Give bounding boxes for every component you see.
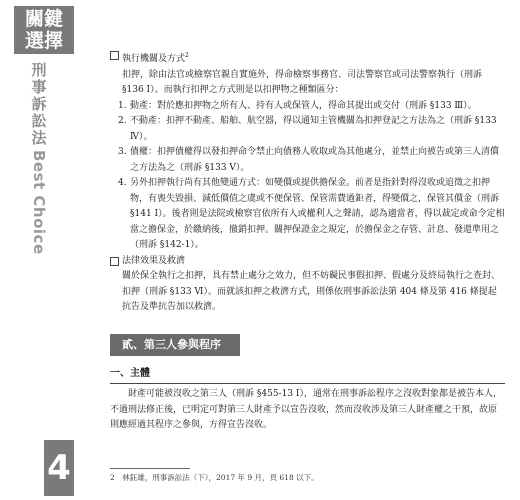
list-item xyxy=(110,99,505,115)
badge-line-1: 關鍵 xyxy=(24,8,63,30)
subsection-text: 財產可能被沒收之第三人（刑訴 §455-13 Ⅰ），通常在刑事訴訟程序之沒收對象都是被告本人，不過刑法修正後，已明定可對第三人財產予以宣告沒收，然而沒收涉及第三人財產權之干預，故原則應經過其程序之參與，方得宣告沒收。 xyxy=(110,389,502,430)
subsection-title: 一、主體 xyxy=(110,366,505,385)
badge-line-2: 選擇 xyxy=(24,30,63,52)
sidebar xyxy=(0,0,80,500)
checkbox-icon xyxy=(110,257,119,266)
series-name: Best Choice xyxy=(30,150,48,255)
badge xyxy=(14,6,74,54)
list-item-text: 債權：扣押債權得以發扣押命令禁止向債務人收取或為其他處分，並禁止向被告或第三人清償之方法為之（刑訴 §133 Ⅴ）。 xyxy=(130,147,500,173)
page-content xyxy=(110,48,505,484)
page-number: 4 xyxy=(44,440,74,496)
list-item-num: 4. xyxy=(118,178,127,188)
checkbox-icon xyxy=(110,51,119,60)
list-item-num: 3. xyxy=(118,147,127,157)
section2-heading xyxy=(110,254,505,270)
list-item-num: 2. xyxy=(118,116,127,126)
list-item-text: 另外扣押執行尚有其他變通方式：如變價或提供擔保金。前者是指針對得沒收或追徵之扣押物，有喪失毀損、減低價值之虞或不便保管、保管需費過鉅者，得變價之，保管其價金（刑訴 §141 Ⅰ）。後者則是法院或檢察官依所有人或權利人之聲請，認為適當者，得以裁定或命令定相當之擔保金，於繳納後，撤銷扣押。關押保證金之規定，於擔保金之存管、計息、發還準用之（刑訴 §142-1）。 xyxy=(130,178,505,250)
footnote-ref: 2 xyxy=(185,52,189,59)
list-item xyxy=(110,114,505,145)
list-item-text: 不動產：扣押不動產、船舶、航空器，得以通知主管機關為扣押登記之方法為之（刑訴 §133 Ⅳ）。 xyxy=(130,116,497,142)
list-item xyxy=(110,145,505,176)
book-title: 刑事訴訟法 xyxy=(31,61,47,147)
list-item xyxy=(110,176,505,254)
list-item-text: 動產：對於應扣押物之所有人、持有人或保管人，得命其提出或交付（刑訴 §133 Ⅲ）。 xyxy=(130,100,477,111)
section1-heading-text: 執行機關及方式 xyxy=(122,54,186,64)
footnote-divider xyxy=(110,468,190,469)
section1-heading xyxy=(110,48,505,68)
section2-heading-text: 法律效果及救濟 xyxy=(122,255,186,266)
section1-intro: 扣押，除由法官或檢察官親自實施外，得命檢察事務官、司法警察官或司法警察執行（刑訴 §136 Ⅰ）。而執行扣押之方式則是以扣押物之種類區分： xyxy=(122,69,483,95)
footnote: 2 林鈺雄，刑事訴訟法（下），2017 年 9 月，頁 618 以下。 xyxy=(110,472,319,482)
list-item-num: 1. xyxy=(118,100,127,111)
chapter-bar: 貳、第三人參與程序 xyxy=(110,334,240,356)
section2-text: 關於保全執行之扣押，具有禁止處分之效力，但不妨礙民事假扣押、假處分及終局執行之查封、扣押（刑訴 §133 Ⅵ）。而就該扣押之救濟方式，則係依刑事訴訟法第 404 條及第 416 條提起抗告及準抗告加以救濟。 xyxy=(122,271,501,312)
